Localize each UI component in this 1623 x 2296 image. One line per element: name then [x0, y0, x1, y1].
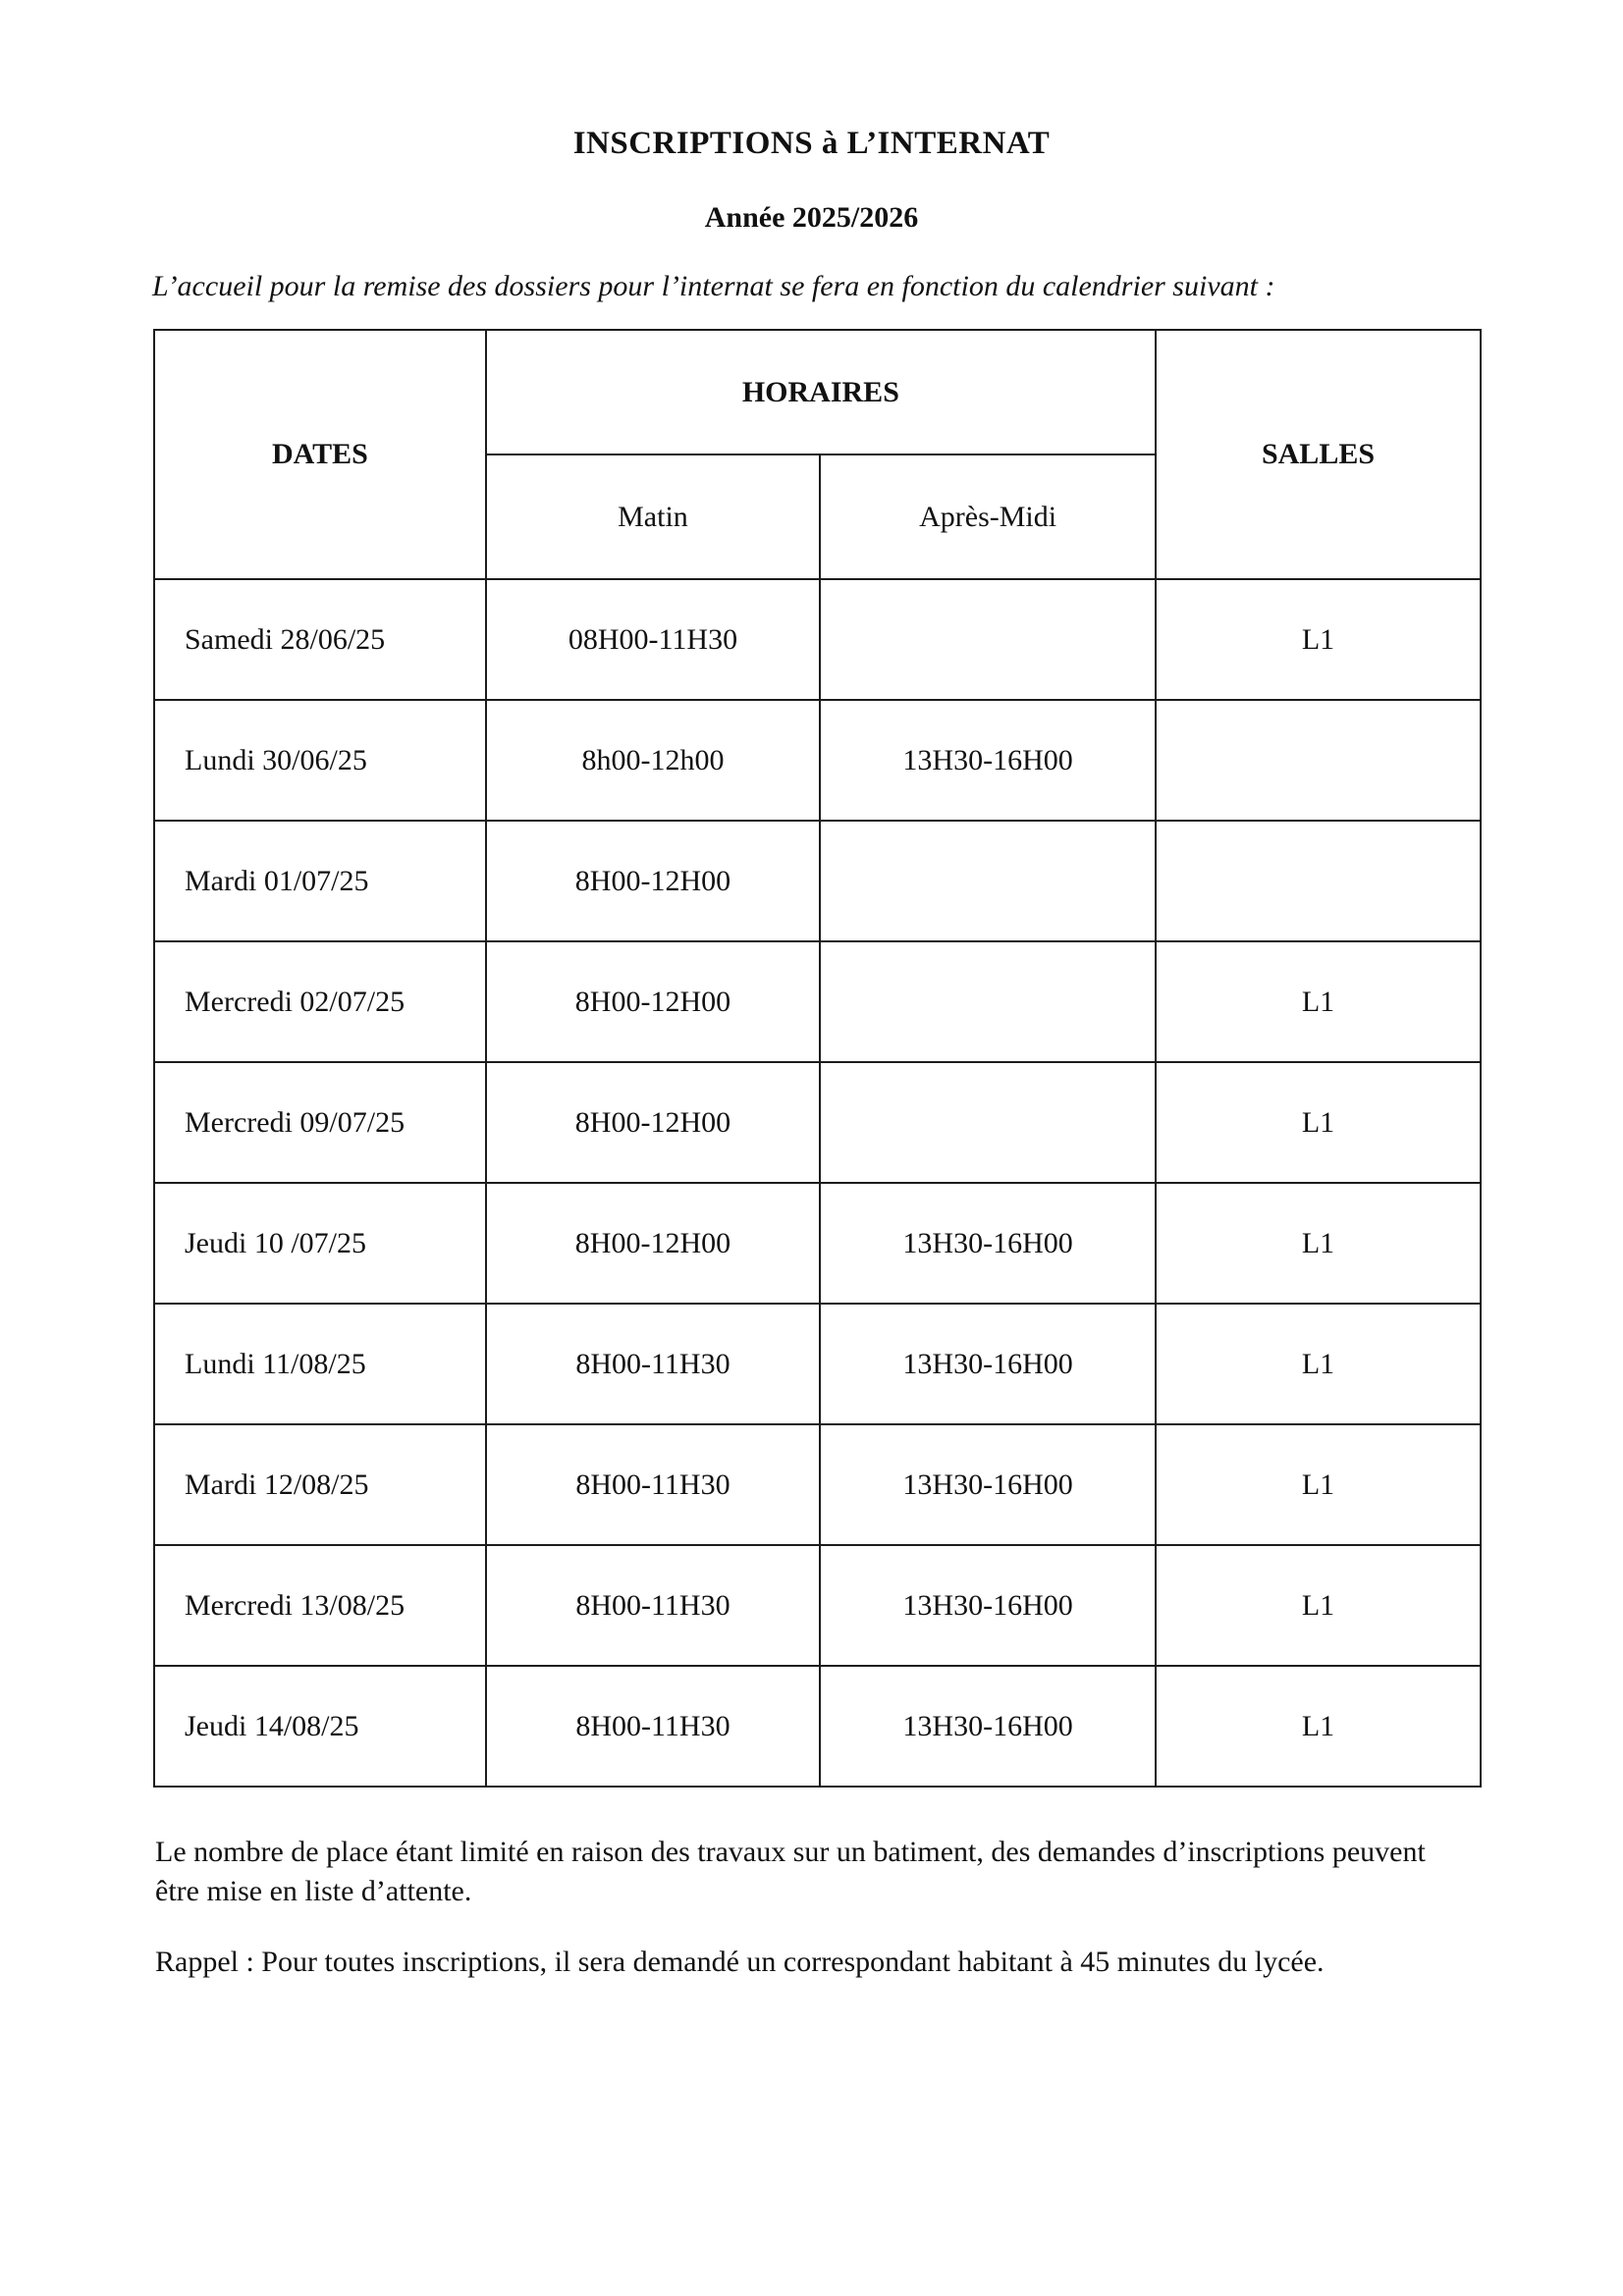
document-subtitle: Année 2025/2026	[704, 201, 919, 234]
cell-apres-midi	[820, 579, 1156, 700]
cell-matin: 8H00-12H00	[486, 941, 820, 1062]
cell-date: Jeudi 14/08/25	[154, 1666, 486, 1787]
cell-matin: 08H00-11H30	[486, 579, 820, 700]
cell-apres-midi	[820, 1062, 1156, 1183]
cell-date: Mardi 12/08/25	[154, 1424, 486, 1545]
cell-date: Mardi 01/07/25	[154, 821, 486, 941]
cell-salle: L1	[1156, 1304, 1481, 1424]
header-horaires: HORAIRES	[486, 330, 1156, 454]
cell-salle	[1156, 821, 1481, 941]
cell-date: Mercredi 13/08/25	[154, 1545, 486, 1666]
cell-apres-midi	[820, 821, 1156, 941]
cell-date: Lundi 30/06/25	[154, 700, 486, 821]
schedule-table-header	[154, 330, 1481, 579]
header-dates: DATES	[154, 330, 486, 579]
header-matin: Matin	[486, 454, 820, 579]
cell-salle: L1	[1156, 1183, 1481, 1304]
cell-apres-midi: 13H30-16H00	[820, 1304, 1156, 1424]
cell-apres-midi: 13H30-16H00	[820, 1183, 1156, 1304]
table-row	[154, 1424, 1481, 1545]
cell-salle: L1	[1156, 1424, 1481, 1545]
cell-matin: 8H00-11H30	[486, 1666, 820, 1787]
cell-date: Jeudi 10 /07/25	[154, 1183, 486, 1304]
cell-salle: L1	[1156, 1666, 1481, 1787]
schedule-table	[153, 329, 1482, 1788]
cell-matin: 8H00-11H30	[486, 1304, 820, 1424]
cell-matin: 8H00-12H00	[486, 1062, 820, 1183]
cell-matin: 8h00-12h00	[486, 700, 820, 821]
cell-apres-midi	[820, 941, 1156, 1062]
cell-matin: 8H00-12H00	[486, 821, 820, 941]
cell-salle: L1	[1156, 1062, 1481, 1183]
cell-matin: 8H00-11H30	[486, 1424, 820, 1545]
table-row	[154, 941, 1481, 1062]
cell-salle: L1	[1156, 941, 1481, 1062]
cell-matin: 8H00-11H30	[486, 1545, 820, 1666]
cell-matin: 8H00-12H00	[486, 1183, 820, 1304]
table-row	[154, 821, 1481, 941]
note-capacity	[155, 1833, 1476, 1911]
header-row-top	[154, 330, 1481, 454]
cell-apres-midi: 13H30-16H00	[820, 1666, 1156, 1787]
table-row	[154, 1666, 1481, 1787]
note-capacity-line-1: Le nombre de place étant limité en raison des travaux sur un batiment, des demandes d’inscriptions peuvent	[155, 1836, 1426, 1868]
cell-date: Lundi 11/08/25	[154, 1304, 486, 1424]
cell-date: Mercredi 09/07/25	[154, 1062, 486, 1183]
document-title: INSCRIPTIONS à L’INTERNAT	[572, 126, 1051, 161]
table-row	[154, 1062, 1481, 1183]
cell-date: Mercredi 02/07/25	[154, 941, 486, 1062]
cell-apres-midi: 13H30-16H00	[820, 1424, 1156, 1545]
schedule-table-body	[154, 579, 1481, 1787]
cell-salle: L1	[1156, 579, 1481, 700]
table-row	[154, 700, 1481, 821]
note-capacity-line-2: être mise en liste d’attente.	[155, 1875, 472, 1907]
header-salles: SALLES	[1156, 330, 1481, 579]
cell-date: Samedi 28/06/25	[154, 579, 486, 700]
cell-apres-midi: 13H30-16H00	[820, 1545, 1156, 1666]
cell-apres-midi: 13H30-16H00	[820, 700, 1156, 821]
cell-salle: L1	[1156, 1545, 1481, 1666]
intro-text: L’accueil pour la remise des dossiers pour l’internat se fera en fonction du calendrier suivant :	[152, 270, 1275, 302]
header-apres-midi: Après-Midi	[820, 454, 1156, 579]
table-row	[154, 1183, 1481, 1304]
table-row	[154, 579, 1481, 700]
note-rappel: Rappel : Pour toutes inscriptions, il sera demandé un correspondant habitant à 45 minutes du lycée.	[155, 1946, 1325, 1978]
table-row	[154, 1545, 1481, 1666]
table-row	[154, 1304, 1481, 1424]
cell-salle	[1156, 700, 1481, 821]
